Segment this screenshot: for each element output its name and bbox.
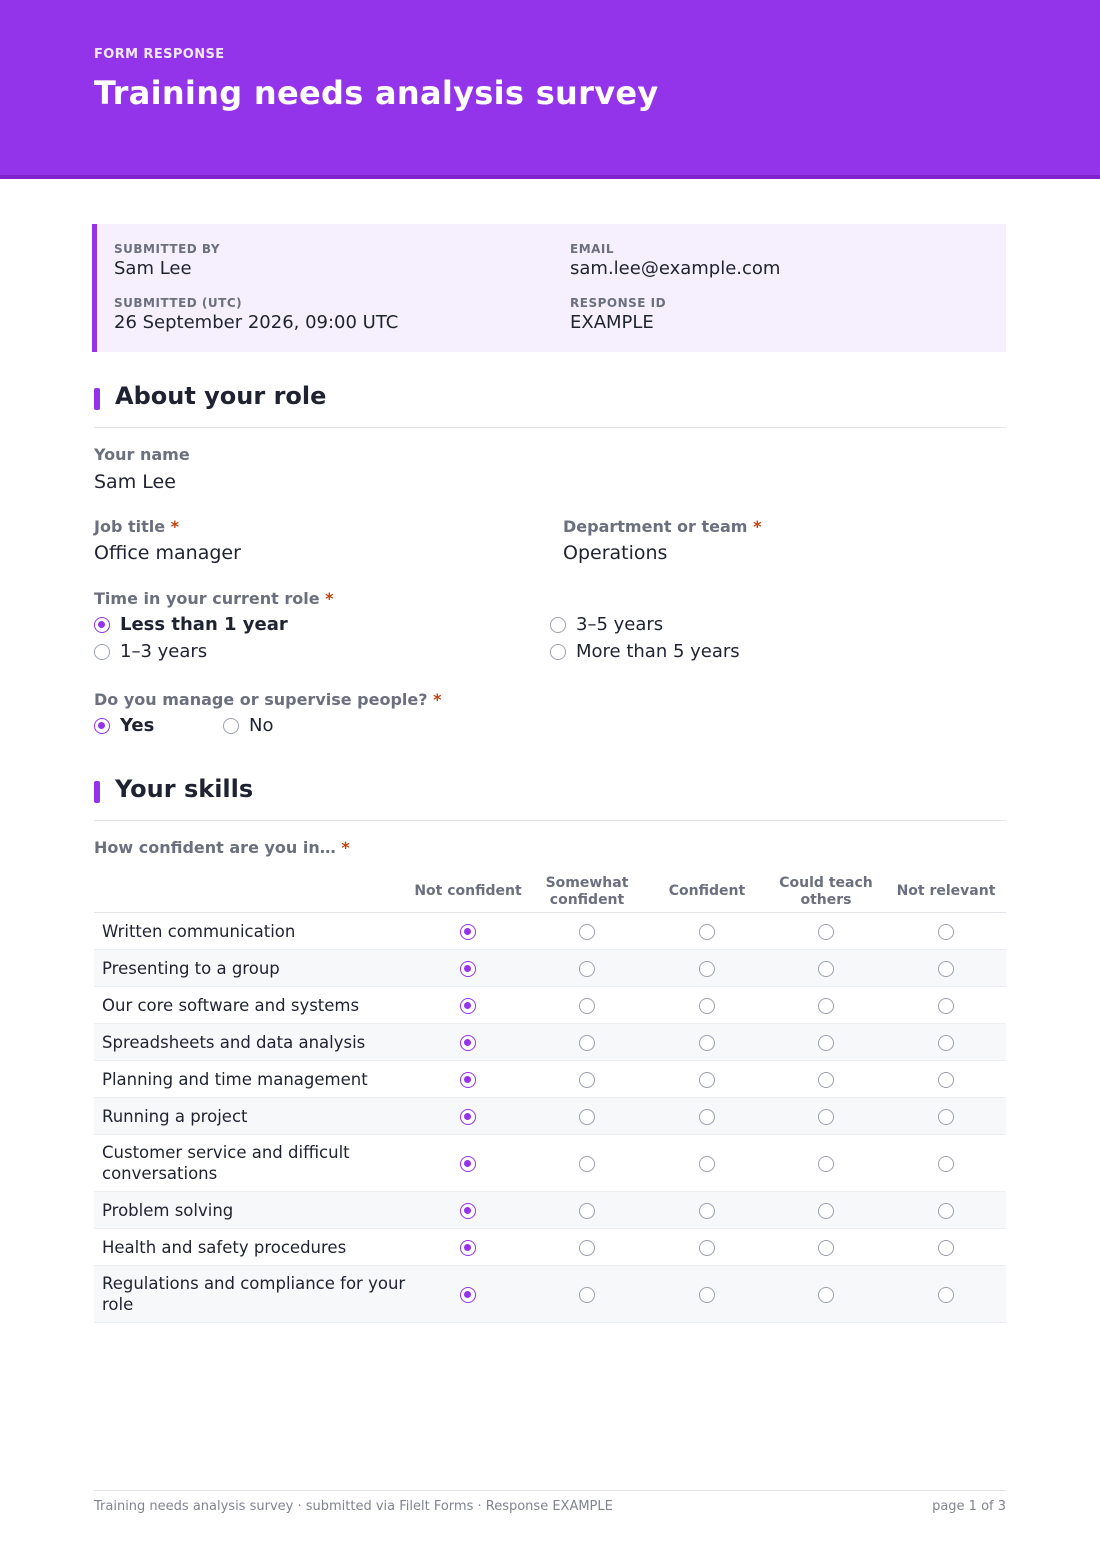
section-title: About your role xyxy=(115,382,327,410)
email-value: sam.lee@example.com xyxy=(570,258,781,279)
dept-answer: Operations xyxy=(563,542,668,564)
radio-icon[interactable] xyxy=(818,998,834,1014)
radio-icon[interactable] xyxy=(460,1156,476,1172)
radio-icon[interactable] xyxy=(94,644,110,660)
grid-cell xyxy=(532,1240,642,1256)
response-id-value: EXAMPLE xyxy=(570,312,654,333)
radio-icon[interactable] xyxy=(460,998,476,1014)
radio-icon[interactable] xyxy=(460,1240,476,1256)
radio-icon[interactable] xyxy=(699,1156,715,1172)
form-header xyxy=(0,0,1100,179)
grid-cell xyxy=(413,998,523,1014)
job-answer: Office manager xyxy=(94,542,241,564)
radio-icon[interactable] xyxy=(579,1156,595,1172)
grid-cell xyxy=(532,1109,642,1125)
grid-cell xyxy=(891,1156,1001,1172)
radio-icon[interactable] xyxy=(699,1287,715,1303)
radio-icon[interactable] xyxy=(460,924,476,940)
manage-question-label xyxy=(94,690,442,709)
grid-cell xyxy=(891,1203,1001,1219)
grid-cell xyxy=(771,1240,881,1256)
radio-icon[interactable] xyxy=(938,1203,954,1219)
grid-cell xyxy=(771,998,881,1014)
radio-icon[interactable] xyxy=(699,1035,715,1051)
response-id-label: RESPONSE ID xyxy=(570,296,667,310)
radio-icon[interactable] xyxy=(938,1072,954,1088)
grid-row xyxy=(94,913,1006,950)
grid-cell xyxy=(771,924,881,940)
grid-cell xyxy=(413,924,523,940)
grid-cell xyxy=(652,998,762,1014)
grid-cell xyxy=(532,961,642,977)
grid-column-header: Somewhat confident xyxy=(545,874,629,908)
radio-icon[interactable] xyxy=(460,961,476,977)
required-marker: * xyxy=(753,517,762,536)
grid-cell xyxy=(532,1203,642,1219)
grid-cell xyxy=(652,1072,762,1088)
grid-cell xyxy=(771,1109,881,1125)
grid-cell xyxy=(652,1156,762,1172)
radio-icon[interactable] xyxy=(938,1240,954,1256)
section-accent-bar xyxy=(94,781,100,803)
confidence-question-label xyxy=(94,838,350,857)
grid-cell xyxy=(532,998,642,1014)
grid-cell xyxy=(413,1287,523,1303)
radio-icon[interactable] xyxy=(699,1203,715,1219)
radio-icon[interactable] xyxy=(460,1035,476,1051)
radio-icon[interactable] xyxy=(818,924,834,940)
section-accent-bar xyxy=(94,388,100,410)
radio-icon[interactable] xyxy=(579,1287,595,1303)
grid-row-label: Customer service and difficult conversations xyxy=(102,1143,350,1183)
grid-cell xyxy=(413,1203,523,1219)
radio-icon[interactable] xyxy=(938,961,954,977)
grid-cell xyxy=(891,1109,1001,1125)
section-title: Your skills xyxy=(115,775,254,803)
radio-icon[interactable] xyxy=(223,718,239,734)
grid-row-label: Planning and time management xyxy=(102,1070,368,1089)
radio-icon[interactable] xyxy=(579,1109,595,1125)
grid-cell xyxy=(532,1287,642,1303)
grid-cell xyxy=(891,924,1001,940)
footer-text: Training needs analysis survey · submitted via Filelt Forms · Response EXAMPLE xyxy=(94,1499,613,1514)
page-footer xyxy=(94,1490,1006,1514)
manage-label-text: Do you manage or supervise people? xyxy=(94,690,428,709)
grid-cell xyxy=(652,1203,762,1219)
required-marker: * xyxy=(433,690,442,709)
radio-icon[interactable] xyxy=(818,1035,834,1051)
radio-icon[interactable] xyxy=(460,1109,476,1125)
radio-icon[interactable] xyxy=(818,1203,834,1219)
grid-cell xyxy=(652,924,762,940)
radio-icon[interactable] xyxy=(579,998,595,1014)
submission-meta-panel xyxy=(92,224,1006,352)
time-option-label: More than 5 years xyxy=(576,641,740,662)
radio-icon[interactable] xyxy=(938,924,954,940)
grid-row-label: Presenting to a group xyxy=(102,959,280,978)
submitted-by-value: Sam Lee xyxy=(114,258,192,279)
confidence-grid xyxy=(94,870,1006,1323)
grid-body xyxy=(94,913,1006,1323)
grid-column-header: Not relevant xyxy=(896,883,996,899)
radio-icon[interactable] xyxy=(460,1072,476,1088)
grid-cell xyxy=(891,1072,1001,1088)
radio-icon[interactable] xyxy=(818,1287,834,1303)
grid-row-label: Our core software and systems xyxy=(102,996,360,1015)
dept-question-label xyxy=(563,517,761,536)
grid-row xyxy=(94,1135,1006,1192)
name-question-label: Your name xyxy=(94,445,190,464)
page-number: page 1 of 3 xyxy=(932,1499,1006,1514)
grid-cell xyxy=(771,1072,881,1088)
grid-cell xyxy=(771,1287,881,1303)
confidence-label-text: How confident are you in… xyxy=(94,838,336,857)
manage-option-label: No xyxy=(249,715,274,736)
radio-icon[interactable] xyxy=(699,1109,715,1125)
radio-icon[interactable] xyxy=(460,1287,476,1303)
radio-icon[interactable] xyxy=(579,1240,595,1256)
grid-row-label: Written communication xyxy=(102,922,296,941)
grid-row-label: Regulations and compliance for your role xyxy=(102,1274,406,1314)
radio-icon[interactable] xyxy=(699,961,715,977)
grid-cell xyxy=(891,1287,1001,1303)
grid-cell xyxy=(771,1035,881,1051)
radio-icon[interactable] xyxy=(818,1240,834,1256)
grid-row xyxy=(94,1229,1006,1266)
radio-icon[interactable] xyxy=(579,1203,595,1219)
required-marker: * xyxy=(170,517,180,536)
required-marker: * xyxy=(325,589,334,608)
grid-cell xyxy=(413,961,523,977)
grid-header-row xyxy=(94,870,1006,913)
grid-row-label: Problem solving xyxy=(102,1201,234,1220)
radio-icon[interactable] xyxy=(938,1109,954,1125)
time-option-label: Less than 1 year xyxy=(120,614,288,635)
radio-icon[interactable] xyxy=(699,998,715,1014)
radio-icon[interactable] xyxy=(938,1156,954,1172)
radio-icon[interactable] xyxy=(460,1203,476,1219)
grid-cell xyxy=(891,998,1001,1014)
time-option[interactable] xyxy=(94,614,288,636)
grid-row xyxy=(94,1192,1006,1229)
dept-label-text: Department or team xyxy=(563,517,748,536)
time-label-text: Time in your current role xyxy=(94,589,320,608)
radio-icon[interactable] xyxy=(579,1072,595,1088)
grid-cell xyxy=(532,1072,642,1088)
radio-icon[interactable] xyxy=(818,1109,834,1125)
grid-cell xyxy=(532,924,642,940)
grid-cell xyxy=(652,1109,762,1125)
submitted-utc-value: 26 September 2026, 09:00 UTC xyxy=(114,312,399,333)
grid-row xyxy=(94,987,1006,1024)
grid-row xyxy=(94,1098,1006,1135)
grid-cell xyxy=(891,1240,1001,1256)
grid-row xyxy=(94,950,1006,987)
grid-cell xyxy=(652,1240,762,1256)
manage-option-label: Yes xyxy=(120,715,155,736)
grid-column-header: Could teach others xyxy=(779,874,873,908)
grid-cell xyxy=(771,1203,881,1219)
grid-row xyxy=(94,1266,1006,1323)
grid-cell xyxy=(413,1240,523,1256)
email-label: EMAIL xyxy=(570,242,615,256)
grid-cell xyxy=(532,1156,642,1172)
grid-cell xyxy=(652,961,762,977)
radio-icon[interactable] xyxy=(579,1035,595,1051)
grid-cell xyxy=(413,1072,523,1088)
grid-row-label: Running a project xyxy=(102,1107,248,1126)
grid-row-label: Spreadsheets and data analysis xyxy=(102,1033,366,1052)
submitted-utc-label: SUBMITTED (UTC) xyxy=(114,296,243,310)
radio-icon[interactable] xyxy=(938,998,954,1014)
grid-cell xyxy=(891,961,1001,977)
grid-column-header: Not confident xyxy=(414,883,522,899)
radio-icon[interactable] xyxy=(699,924,715,940)
time-question-label xyxy=(94,589,334,608)
radio-icon[interactable] xyxy=(579,961,595,977)
grid-row xyxy=(94,1061,1006,1098)
submitted-by-label: SUBMITTED BY xyxy=(114,242,221,256)
radio-icon[interactable] xyxy=(94,617,110,633)
grid-row-label: Health and safety procedures xyxy=(102,1238,347,1257)
radio-icon[interactable] xyxy=(579,924,595,940)
grid-cell xyxy=(413,1035,523,1051)
grid-cell xyxy=(652,1035,762,1051)
grid-cell xyxy=(532,1035,642,1051)
grid-cell xyxy=(652,1287,762,1303)
form-kicker: FORM RESPONSE xyxy=(94,47,225,62)
radio-icon[interactable] xyxy=(699,1072,715,1088)
name-answer: Sam Lee xyxy=(94,471,176,493)
grid-cell xyxy=(771,1156,881,1172)
job-label-text: Job title xyxy=(94,517,166,536)
radio-icon[interactable] xyxy=(938,1035,954,1051)
required-marker: * xyxy=(341,838,350,857)
job-question-label xyxy=(94,517,179,536)
section-heading-role xyxy=(94,382,1006,428)
grid-cell xyxy=(413,1156,523,1172)
radio-icon[interactable] xyxy=(550,617,566,633)
grid-cell xyxy=(891,1035,1001,1051)
radio-icon[interactable] xyxy=(818,961,834,977)
radio-icon[interactable] xyxy=(699,1240,715,1256)
time-option-label: 3–5 years xyxy=(576,614,664,635)
grid-cell xyxy=(771,961,881,977)
manage-option[interactable] xyxy=(94,715,155,737)
radio-icon[interactable] xyxy=(818,1156,834,1172)
grid-column-header: Confident xyxy=(668,883,746,899)
grid-row xyxy=(94,1024,1006,1061)
time-option-label: 1–3 years xyxy=(120,641,208,662)
radio-icon[interactable] xyxy=(818,1072,834,1088)
form-title: Training needs analysis survey xyxy=(94,74,659,112)
grid-cell xyxy=(413,1109,523,1125)
radio-icon[interactable] xyxy=(938,1287,954,1303)
radio-icon[interactable] xyxy=(94,718,110,734)
radio-icon[interactable] xyxy=(550,644,566,660)
section-heading-skills xyxy=(94,775,1006,821)
